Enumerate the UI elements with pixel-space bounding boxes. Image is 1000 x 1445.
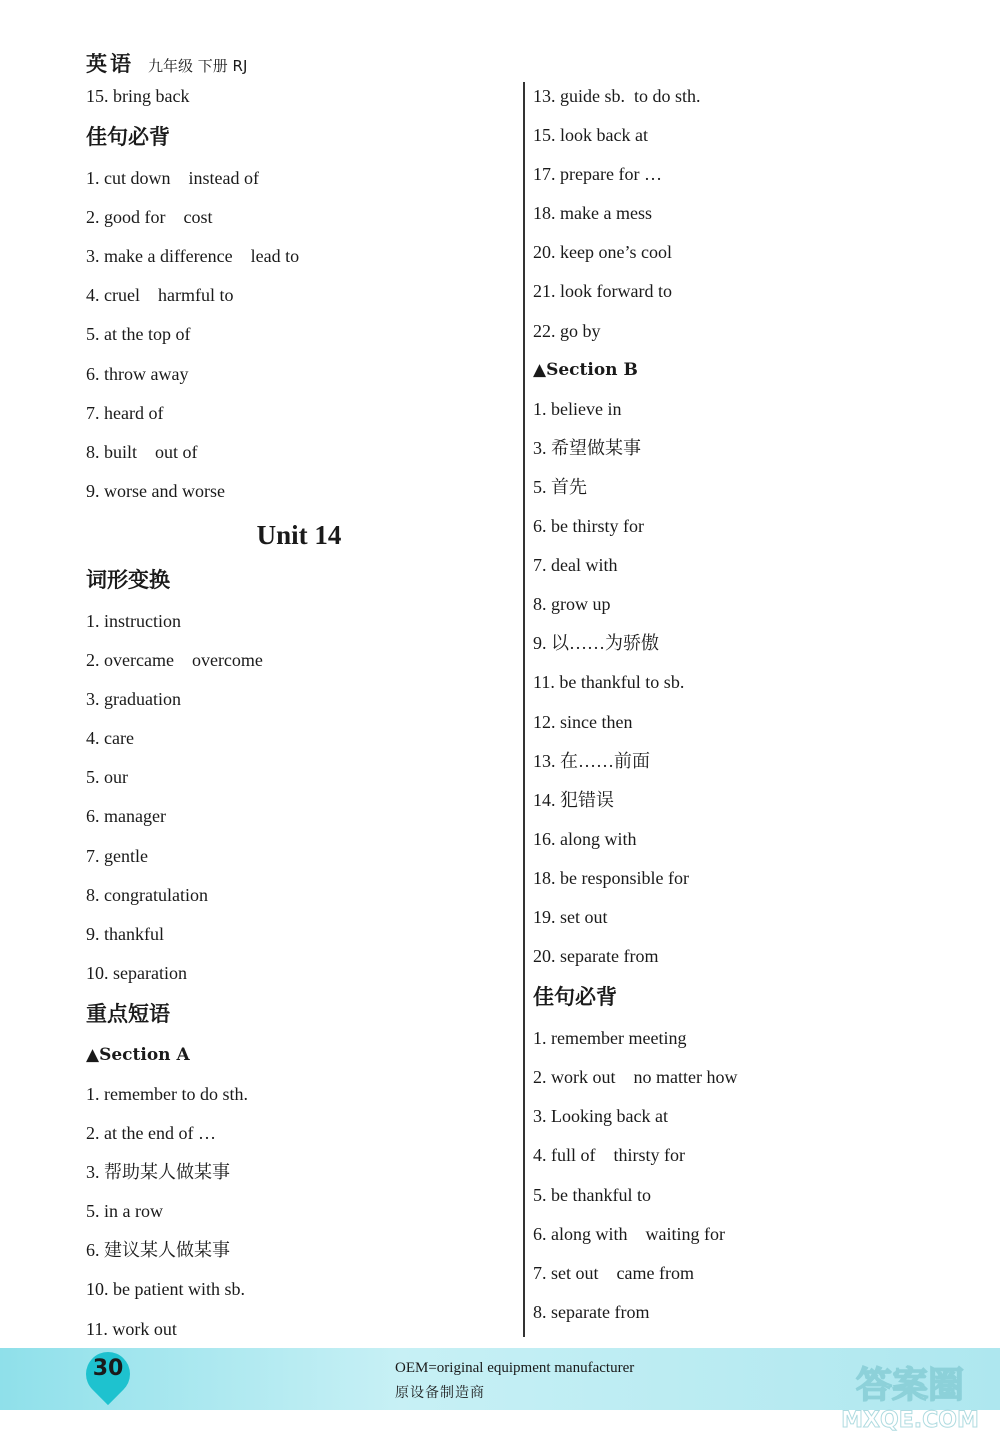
answer-line: 10. be patient with sb. [86,1279,245,1300]
subject-title: 英语 [86,52,134,76]
column-divider [523,82,525,1337]
answer-line: 1. cut down instead of [86,168,259,189]
answer-line: 10. separation [86,962,187,983]
answer-line: 9. thankful [86,923,164,944]
answer-line: 18. be responsible for [533,867,689,888]
answer-line: 7. deal with [533,555,618,576]
answer-line: 12. since then [533,711,633,732]
section-heading: 重点短语 [86,1001,170,1026]
answer-line: 9. worse and worse [86,480,225,501]
footer-oem-translation: 原设备制造商 [395,1385,485,1401]
answer-line: 3. graduation [86,689,181,710]
answer-line: 22. go by [533,320,601,341]
answer-line: 5. be thankful to [533,1184,651,1205]
answer-line: 11. be thankful to sb. [533,672,685,693]
answer-line: 20. separate from [533,946,659,967]
answer-line: 8. built out of [86,441,198,462]
answer-line: 4. full of thirsty for [533,1145,685,1166]
answer-line: 2. overcame overcome [86,650,263,671]
watermark-logo [830,1355,990,1435]
answer-line: 1. remember to do sth. [86,1083,248,1104]
answer-line: 5. 首先 [533,476,587,497]
answer-line: 6. 建议某人做某事 [86,1240,230,1261]
answer-line: 3. 帮助某人做某事 [86,1162,230,1183]
answer-line: 4. cruel harmful to [86,285,234,306]
answer-line: 21. look forward to [533,281,672,302]
answer-line: 16. along with [533,828,637,849]
answer-line: 6. throw away [86,363,189,384]
answer-line: 2. good for cost [86,207,213,228]
answer-line: 3. Looking back at [533,1106,668,1127]
answer-line: 7. set out came from [533,1262,694,1283]
answer-line: 5. our [86,767,128,788]
answer-line: 8. grow up [533,594,611,615]
subsection-heading: ▲Section B [533,359,638,380]
watermark-top: 答案圈 [855,1365,965,1406]
answer-line: 15. bring back [86,86,190,106]
answer-line: 2. at the end of … [86,1123,216,1144]
answer-line: 8. congratulation [86,884,208,905]
answer-line: 20. keep one’s cool [533,242,672,263]
page-header [86,48,247,78]
subsection-heading: ▲Section A [86,1044,190,1065]
footer-oem-note: OEM=original equipment manufacturer [395,1360,635,1376]
answer-line: 2. work out no matter how [533,1067,738,1088]
watermark-bottom: MXQE.COM [841,1408,979,1433]
answer-line: 1. remember meeting [533,1028,687,1049]
section-heading: 词形变换 [86,567,170,592]
answer-line: 18. make a mess [533,203,652,224]
answer-line: 1. instruction [86,610,181,631]
answer-line: 8. separate from [533,1301,650,1322]
answer-line: 3. make a difference lead to [86,246,300,267]
answer-line: 13. 在……前面 [533,750,650,771]
answer-line: 6. along with waiting for [533,1223,725,1244]
answer-line: 14. 犯错误 [533,789,614,810]
answer-line: 19. set out [533,906,608,927]
answer-line: 1. believe in [533,398,622,419]
answer-line: 3. 希望做某事 [533,437,641,458]
right-column [533,77,973,1332]
answer-line: 5. at the top of [86,324,191,345]
answer-line: 11. work out [86,1318,177,1339]
grade-label: 九年级 下册 RJ [148,57,248,75]
answer-line: 7. gentle [86,845,148,866]
answer-line: 5. in a row [86,1201,163,1222]
answer-line: 4. care [86,728,134,749]
unit-title: Unit 14 [256,519,342,550]
left-column [86,77,516,1349]
answer-line: 17. prepare for … [533,164,662,185]
section-heading: 佳句必背 [86,125,170,150]
answer-line: 6. be thirsty for [533,516,644,537]
section-heading: 佳句必背 [533,985,617,1010]
answer-line: 9. 以……为骄傲 [533,633,659,654]
answer-line: 7. heard of [86,402,164,423]
answer-line: 15. look back at [533,125,648,146]
page-number: 30 [92,1356,124,1381]
answer-line: 13. guide sb. to do sth. [533,86,701,106]
answer-line: 6. manager [86,806,166,827]
